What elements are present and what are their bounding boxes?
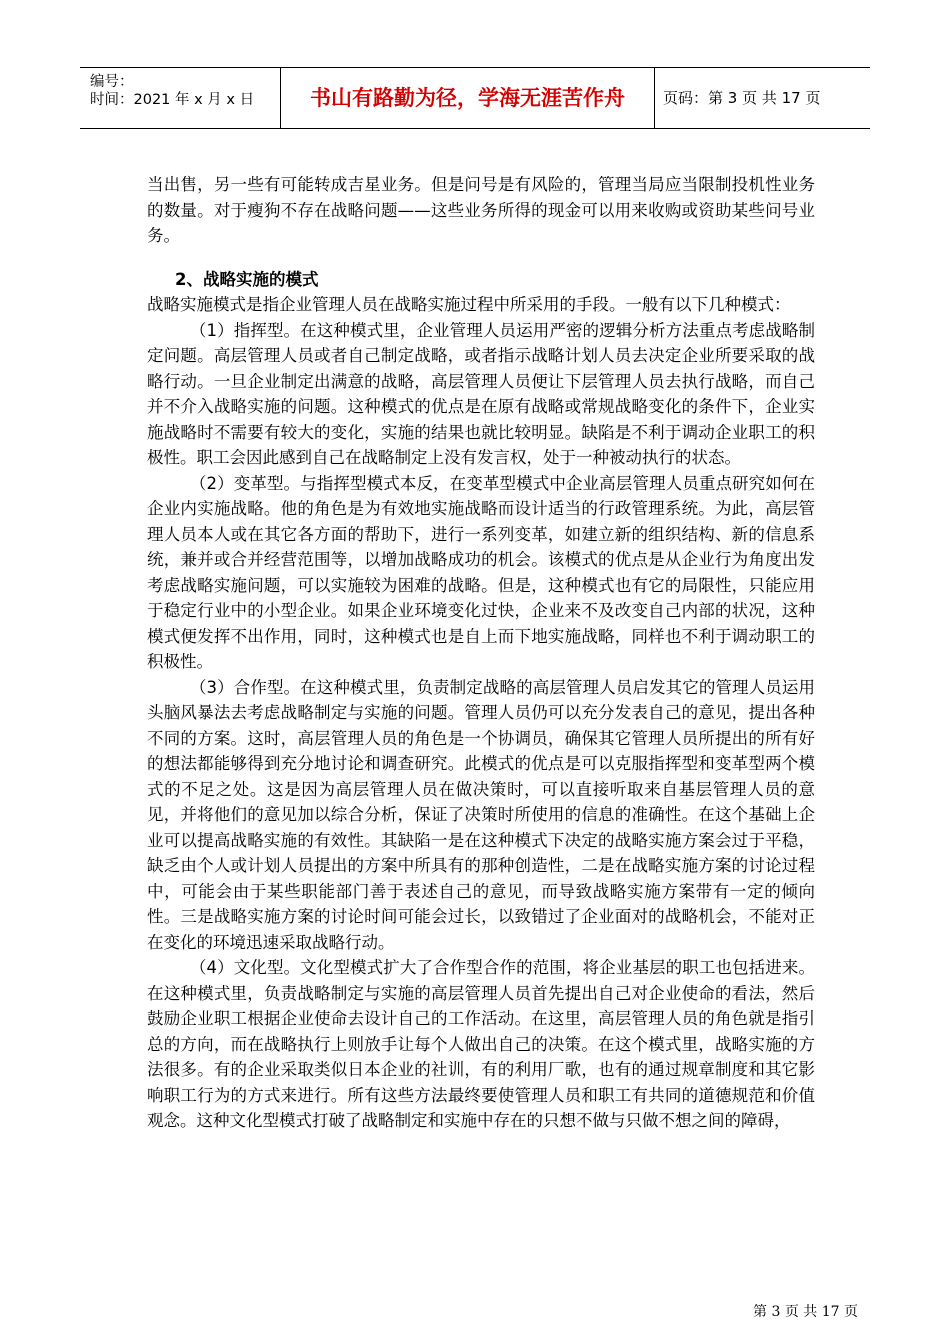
page-footer: 第 3 页 共 17 页 [753,1304,858,1320]
header-motto: 书山有路勤为径，学海无涯苦作舟 [281,68,655,128]
page-header [80,67,870,129]
paragraph-definition: 战略实施模式是指企业管理人员在战略实施过程中所采用的手段。一般有以下几种模式： [147,295,791,314]
document-number-label: 编号： [90,74,134,90]
paragraph-cooperative-model: （3）合作型。在这种模式里，负责制定战略的高层管理人员启发其它的管理人员运用头脑风暴法去考虑战略制定与实施的问题。管理人员仍可以充分发表自己的意见，提出各种不同的方案。这时，高层管理人员的角色是一个协调员，确保其它管理人员所提出的所有好的想法都能够得到充分地讨论和调查研究。此模式的优点是可以克服指挥型和变革型两个模式的不足之处。这是因为高层管理人员在做决策时，可以直接听取来自基层管理人员的意见，并将他们的意见加以综合分析，保证了决策时所使用的信息的准确性。在这个基础上企业可以提高战略实施的有效性。其缺陷一是在这种模式下决定的战略实施方案会过于平稳，缺乏由个人或计划人员提出的方案中所具有的那种创造性，二是在战略实施方案的讨论过程中，可能会由于某些职能部门善于表述自己的意见，而导致战略实施方案带有一定的倾向性。三是战略实施方案的讨论时间可能会过长，以致错过了企业面对的战略机会，不能对正在变化的环境迅速采取战略行动。 [147,677,815,952]
paragraph-cultural-model: （4）文化型。文化型模式扩大了合作型合作的范围，将企业基层的职工也包括进来。在这种模式里，负责战略制定与实施的高层管理人员首先提出自己对企业使命的看法，然后鼓励企业职工根据企业使命去设计自己的工作活动。在这里，高层管理人员的角色就是指引总的方向，而在战略执行上则放手让每个人做出自己的决策。在这个模式里，战略实施的方法很多。有的企业采取类似日本企业的社训，有的利用厂歌，也有的通过规章制度和其它影响职工行为的方式来进行。所有这些方法最终要使管理人员和职工有共同的道德规范和价值观念。这种文化型模式打破了战略制定和实施中存在的只想不做与只做不想之间的障碍， [147,958,815,1130]
section-heading: 2、战略实施的模式 [175,269,319,289]
paragraph-change-model: （2）变革型。与指挥型模式本反，在变革型模式中企业高层管理人员重点研究如何在企业内实施战略。他的角色是为有效地实施战略而设计适当的行政管理系统。为此，高层管理人员本人或在其它各方面的帮助下，进行一系列变革，如建立新的组织结构、新的信息系统，兼并或合并经营范围等，以增加战略成功的机会。该模式的优点是从企业行为角度出发考虑战略实施问题，可以实施较为困难的战略。但是，这种模式也有它的局限性，只能应用于稳定行业中的小型企业。如果企业环境变化过快，企业来不及改变自己内部的状况，这种模式便发挥不出作用，同时，这种模式也是自上而下地实施战略，同样也不利于调动职工的积极性。 [147,473,815,671]
document-date: 时间：2021 年 x 月 x 日 [90,92,255,108]
document-body [147,172,815,1134]
paragraph-intro: 当出售，另一些有可能转成吉星业务。但是问号是有风险的，管理当局应当限制投机性业务的数量。对于瘦狗不存在战略问题——这些业务所得的现金可以用来收购或资助某些问号业务。 [147,175,815,245]
header-meta-cell [80,68,281,128]
header-page-info: 页码：第 3 页 共 17 页 [663,89,821,107]
paragraph-directive-model: （1）指挥型。在这种模式里，企业管理人员运用严密的逻辑分析方法重点考虑战略制定问题。高层管理人员或者自己制定战略，或者指示战略计划人员去决定企业所要采取的战略行动。一旦企业制定出满意的战略，高层管理人员便让下层管理人员去执行战略，而自己并不介入战略实施的问题。这种模式的优点是在原有战略或常规战略变化的条件下，企业实施战略时不需要有较大的变化，实施的结果也就比较明显。缺陷是不利于调动企业职工的积极性。职工会因此感到自己在战略制定上没有发言权，处于一种被动执行的状态。 [147,320,815,467]
